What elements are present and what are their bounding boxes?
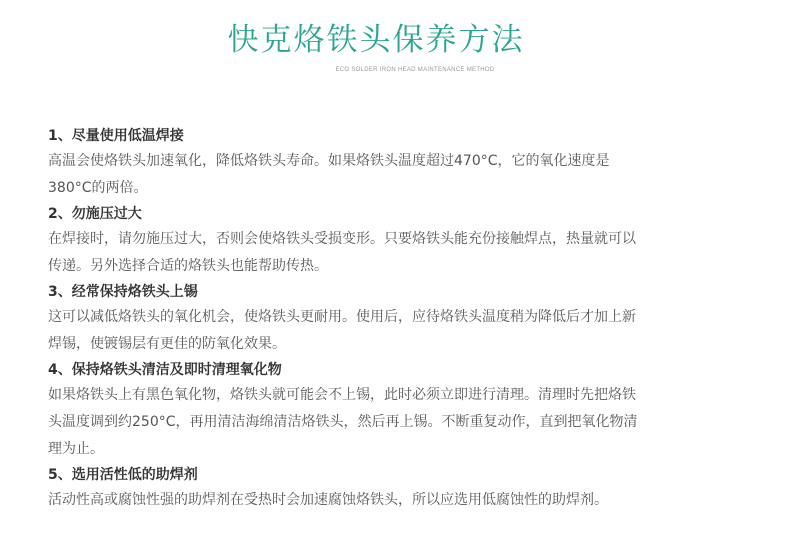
paragraph-line: 传递。另外选择合适的烙铁头也能帮助传热。: [48, 258, 328, 274]
paragraph-line: 在焊接时，请勿施压过大，否则会使烙铁头受损变形。只要烙铁头能充份接触焊点，热量就可以: [48, 231, 636, 247]
paragraph-line: 高温会使烙铁头加速氧化，降低烙铁头寿命。如果烙铁头温度超过470°C，它的氧化速度是: [48, 153, 610, 169]
tip-section-3: [48, 280, 728, 358]
section-heading: 4、保持烙铁头清洁及即时清理氧化物: [48, 362, 282, 378]
section-heading: 2、勿施压过大: [48, 206, 142, 222]
tip-section-1: [48, 124, 728, 202]
paragraph-line: 理为止。: [48, 441, 104, 457]
section-heading: 3、经常保持烙铁头上锡: [48, 284, 198, 300]
section-heading: 1、尽量使用低温焊接: [48, 128, 184, 144]
section-heading: 5、选用活性低的助焊剂: [48, 467, 198, 483]
paragraph-line: 如果烙铁头上有黑色氧化物，烙铁头就可能会不上锡，此时必须立即进行清理。清理时先把烙铁: [48, 387, 636, 403]
paragraph-line: 头温度调到约250°C，再用清洁海绵清洁烙铁头，然后再上锡。不断重复动作，直到把氧化物清: [48, 414, 638, 430]
page-title: 快克烙铁头保养方法: [227, 22, 525, 58]
maintenance-tips: [48, 124, 728, 514]
paragraph-line: 这可以减低烙铁头的氧化机会，使烙铁头更耐用。使用后，应待烙铁头温度稍为降低后才加上新: [48, 309, 636, 325]
paragraph-line: 380°C的两倍。: [48, 180, 148, 196]
tip-section-5: [48, 463, 728, 514]
paragraph-line: 活动性高或腐蚀性强的助焊剂在受热时会加速腐蚀烙铁头，所以应选用低腐蚀性的助焊剂。: [48, 492, 608, 508]
page-header: [0, 18, 790, 74]
paragraph-line: 焊锡，使镀锡层有更佳的防氧化效果。: [48, 336, 286, 352]
page-subtitle: ECO SOLDER IRON HEAD MAINTENANCE METHOD: [335, 67, 495, 73]
tip-section-2: [48, 202, 728, 280]
tip-section-4: [48, 358, 728, 463]
